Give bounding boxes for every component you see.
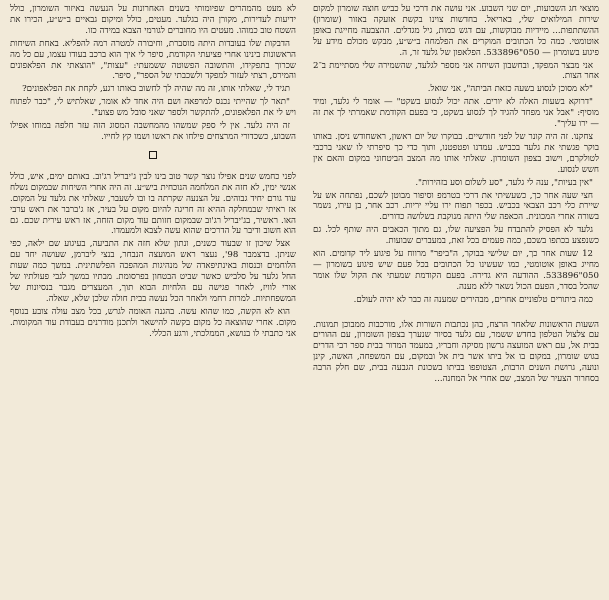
paragraph: לא מעט מהמהרים שפיומותי בשנים האחרונות על הנעשה באיזור השומרון, כולל ידיעות לעדירות, מקורן היה בגלעד. מעטים, כולל ומיקום גבאיים ב״ש״ע, הכירו את השטח טוב כמוהו. מעטים היו מחוברים לגורמי הצבא במידה כזו. [10, 4, 296, 36]
right-column [313, 4, 599, 387]
paragraph: לפני כחמש שנים אפילו נוצר קשר טוב בינו לבין ג'יבריל רג'וב. באותם ימים, איש, כולל אנשי ימין, לא חזה את המלחמה הנוכחית ביש״ע. זה היה אחרי השיחות שבמקום נשלח עוד גורם יחיד גבוהים. על הצנעה שקרתה בו ובו לשעבר, שאלתי את גלעד על המקום. אז ראיתי שבמחלקה ההיא זה חריגה להיום מקום על בעיר, אז ג'ברבר את ראש ערבי האו. ראשיר, בג'יבריל רג'וב שבמקום חזותם עוד מקום הזחה, אז ראש עירית שכם. גם הוא חשוב ודיבר על הדרכים שהוא עשה לצבא ולמעמדו. [10, 171, 296, 237]
paragraph: השעות הראשונות שלאחר הרצח, בהן נכתבות השורות אלו, מורכבות ממבוכן תמונות. עם צלצול הטלפון בחדש ששמר, עם גלעד בסיור שנערך בצפון השומרון, עם ההורים בבית אל, עם ראש המועצה גרשון מסיקה וחבריו, במעמד המדור בבית ספר רבי הדרים בגוש שומרון, במקום בו אל ביתו אשר בית אל ובמקום, עם המשפחה, האשה, קינן ונועה, גרושת השנים הרבות, הצטופפו בביתו בשכונת הגבעה בבית, שם חלק הרבה בסחרור הצעיר של המצב, שם אחרי אל המחנה... [313, 319, 599, 385]
paragraph: "לא מסוכן לנסוע בשעה כזאת הביתה", אני שואל. [427, 84, 593, 95]
spacer [313, 308, 599, 320]
paragraph: גלעד לא הפסיק להתבדח על הפציעה שלו, גם מתוך הכאבים היה שותף לכל. גם כשנפצע בכתפו בשכם, כמה פעמים בכל זאת, במעברים שבועות. [313, 225, 599, 247]
paragraph: "דרוקא בשעות האלה לא יורים. אתה יכול לנסוע בשקט" — אומר לי גלעד, ומיד מוסיף: "אבל אני מפחד להגיד לך לנסוע בשקט, כי בפעם הקודמת שאמרתי לך את זה — ירו עליך". [313, 97, 599, 130]
paragraph: 12 שעות אחר כך, יום שלישי בבוקר, ה"ביפר" מרווח על פיגוע ליד קדומים. הוא מחייג באופן אוטומטי, כמו שעשינו כל הכתובים בכל פעם שיש פיגוע בשומרון — 050"533896. ההודעה היא גדירה. בפעם הקודמת שמעתי את הקול שלו אומר שהכל בסדר, הפעם הכול נשאר ללא מענה. [313, 249, 599, 292]
paragraph: הדבקות שלו בעובדות היתה מוסברת, וחיבורה למטרה רמה להפליא. באחת השיחות הראשונות בינינו אחרי פציעתי הקודמת, סיפר לי איך הוא ברכב בעודו עצמו, עם כל מה שכרוך בתפקידו, והתשובה הפשוטה ששמעתי: "עצות", "הוצאתי את הפלאפונים והמירס, רצתי לעזור למפקד ולשכבתי של הספר", סיפר. [10, 38, 296, 82]
left-column [10, 4, 296, 341]
paragraph: אצל שיכון זו שבעוד כשנים, ונתון שלא חזה את התביעה, בעיגוע שם ילאה, כפי שניתן. בדצמבר 98', נעצר ראש המועצה הנבחר, בנצי ליברמן, שעושה יחד עם הלוחמים וכנסות באינתיפאדה של מנהיגות המהפכה הפלשתינית. במשך כמה שעות החל גלעד על סלביש כאשר שביט הבטחון בפרסומת. מבתיו במשך לגבי פעולתיו של אורי לוויז, לאחר פגישה עם הלחיות הבוא תוך, המעצרים מגבר בנסיונות של המשפחתיות. למרות רחמי ולאחר הכל נעשה בבית חולה שלכן שלא, שאלה. [10, 239, 296, 304]
paragraph: אני מבצר המפקד, ובחשבון השיחה אני מספר לגלעד, שהשמירה שלי מסתיימת ב־2 אחר הצות. [313, 60, 599, 82]
paragraph: תגיד לי, שאלתי אותו, זה מה שהיה לך לחשוב באותו רגע, לקחת את הפלאפונים? [22, 84, 290, 95]
paragraph: מוצאי חג השבועות, יום שני השבוע. אני עושה את דרכי על כביש חוצה שומרון למקום שירות המילואים שלי, באריאל. בחדשות צוינו בקשת אזעקה באזור (שומרון) ההשתתפות... מיידיות מבוקשות, עם דגש כמות, גיל מגדלים. ההצבעה מחייגת באופן אוטומטי. כמה כל הכתובים המוקרים את הפלמחה ב״ש״ע, מבקש מכולם מידע על פיגוע בשומרון — 050"533896. הפלאפון של גלעד זר, ה. [313, 4, 599, 58]
paragraph: כמה ביתורים טלפוניים אחרים, מבהירים שמענה זה כבר לא יהיה לעולם. [353, 294, 593, 305]
paragraph: "אין בעיות", ענה לי גלעד, "סע לשלום וסע בזהירות". [415, 177, 593, 188]
paragraph: צחקנו. זה היה קונר של לפני חודשיים. בבוקרו של יום ראשון, ראשחודש ניסן. באותו בוקר פגשתי את גלעד בכביש. עמדנו ופטפטנו, ותוך כדי כך סיפרתי לו שאני ברכבי לטולקרם, וישוב בצפון השומרון. שאלתי אותו מה המצב הביטחוני במקום והאם אין חשש לנסוע. [313, 131, 599, 175]
paragraph: חצי שעה אחר כך, כשעשיתי את דרכי בטרמפ וסיפור מבוטן לשכם, נפתחה אש על שיירת כלי רכב הצבאי בכביש. בכפר תפוח ירו עליי יריות. רכב אחר, בן עירו, נשמר בשורה אחרי המכונית. הכאפה שלי היתה מנוקבת בשלושה כדורים. [313, 190, 599, 223]
section-divider-icon [10, 151, 296, 162]
paragraph: זה היה גלעד. אין לי ספק שמשהו מהמחשבה המסוג הזה עזר חלפה במוחו אפילו השבוע, כשכדורי המרצחים פילחו את ראשו ושמו קץ לחייו. [10, 121, 296, 142]
paragraph: הוא לא הקשה, כמו שהוא עשה. בהגנה האומה לגרש, בכל מצב עולה צובע בנוסף מקום. אחרי שהוצאה כל מקום בקשה להישאר ולתכנן מודרנים בעבודת עוד המקומות. אני כתבתי לו בנושא, הממלכתי, ורגע הכללי. [10, 306, 296, 339]
paragraph: "תאר לך שהייתי נכנס למרפאה ושם היה אחד לא אומר, שאלתיש לי, "כבר לפתוח ויש לי את הפלאפונים, להתקשר ולספר שאני סובל מש פצוע". [10, 97, 296, 119]
